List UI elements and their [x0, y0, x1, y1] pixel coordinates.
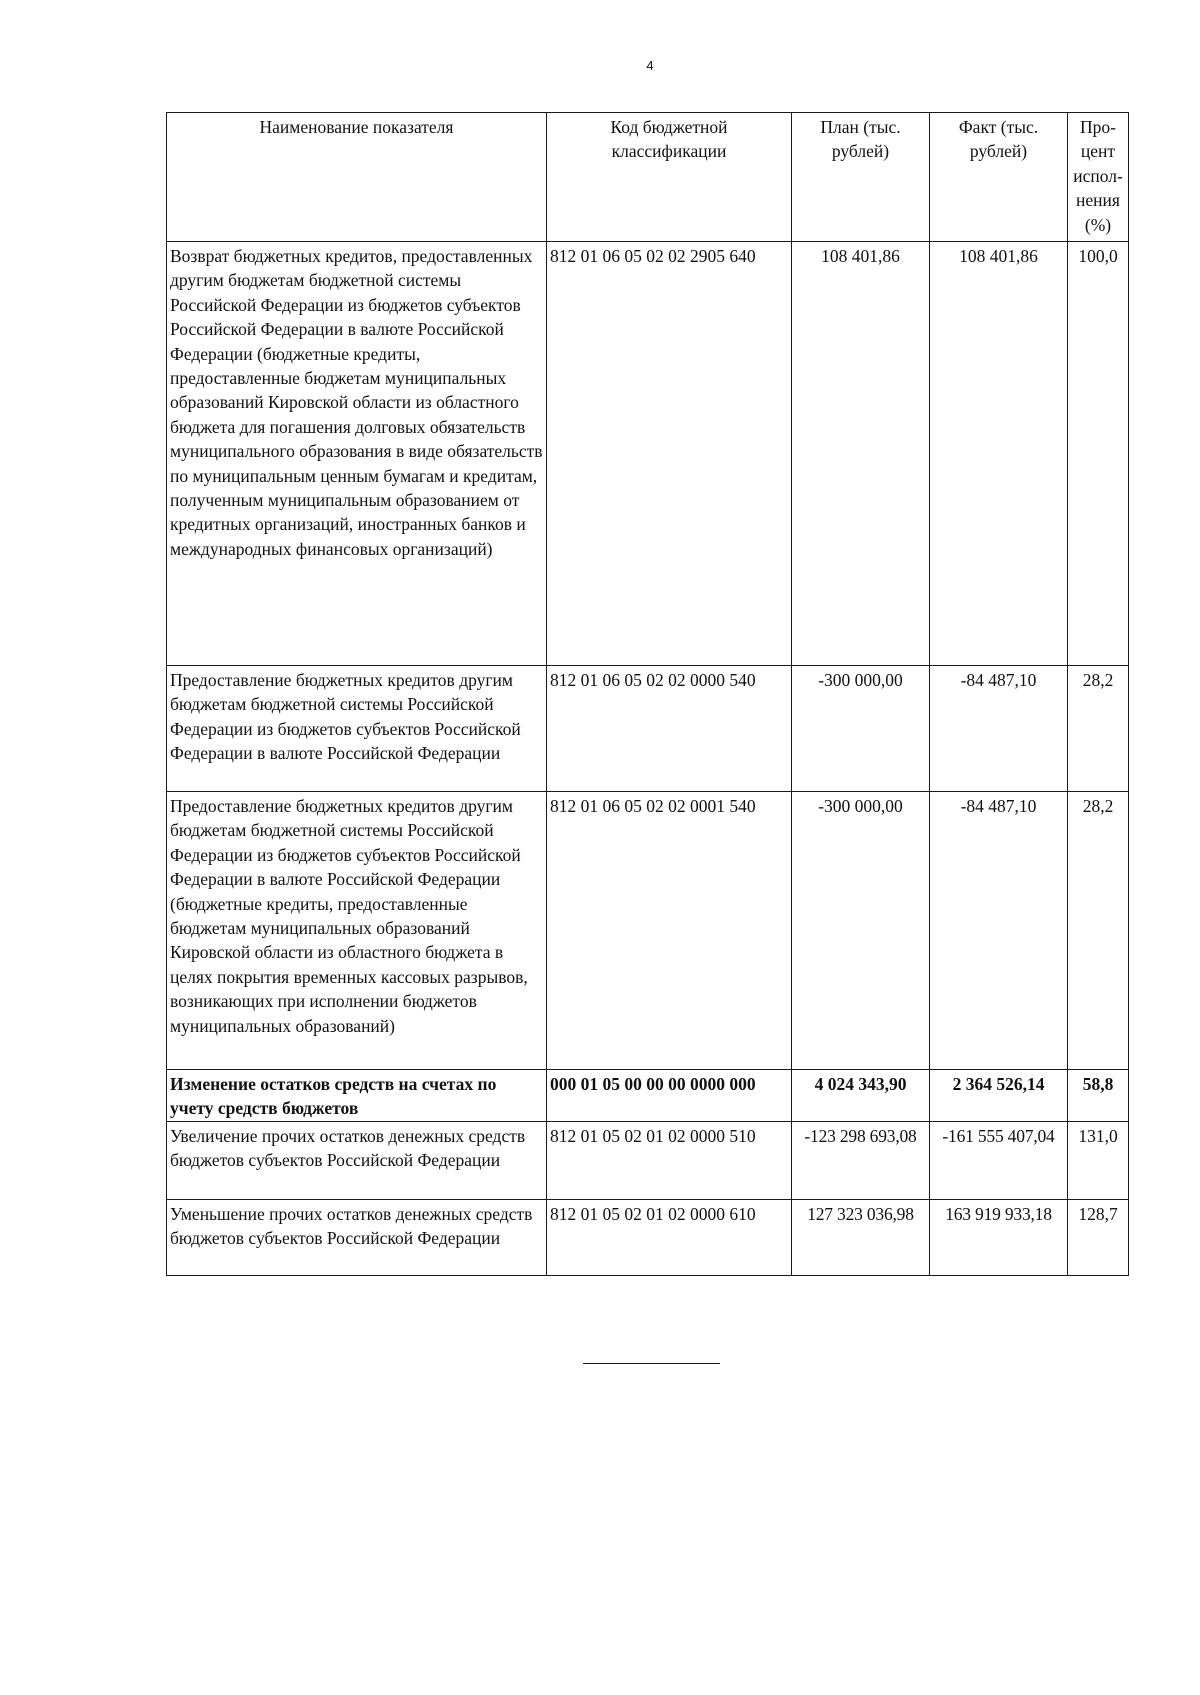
table-row	[167, 666, 1129, 792]
row-plan: 127 323 036,98	[792, 1199, 930, 1275]
table-row-total	[167, 1070, 1129, 1122]
header-name: Наименование показателя	[167, 113, 547, 242]
row-code: 812 01 06 05 02 02 2905 640	[547, 242, 792, 666]
row-percent: 58,8	[1068, 1070, 1129, 1122]
header-percent: Про-цент испол-нения (%)	[1068, 113, 1129, 242]
row-fact: -84 487,10	[930, 666, 1068, 792]
header-code: Код бюджетной классификации	[547, 113, 792, 242]
table-row	[167, 1199, 1129, 1275]
row-fact: 163 919 933,18	[930, 1199, 1068, 1275]
row-code: 812 01 05 02 01 02 0000 610	[547, 1199, 792, 1275]
row-name: Возврат бюджетных кредитов, предоставленных другим бюджетам бюджетной системы Российской Федерации из бюджетов субъектов Российской Федерации в валюте Российской Федерации (бюджетные кредиты, предоставленные бюджетам муниципальных образований Кировской области из областного бюджета для погашения долговых обязательств муниципального образования в виде обязательств по муниципальным ценным бумагам и кредитам, полученным муниципальным образованием от кредитных организаций, иностранных банков и международных финансовых организаций)	[167, 242, 547, 666]
row-name: Изменение остатков средств на счетах по учету средств бюджетов	[167, 1070, 547, 1122]
table-header	[167, 113, 1129, 242]
table-row	[167, 242, 1129, 666]
table-row	[167, 792, 1129, 1070]
row-name: Предоставление бюджетных кредитов другим бюджетам бюджетной системы Российской Федерации из бюджетов субъектов Российской Федерации в валюте Российской Федерации (бюджетные кредиты, предоставленные бюджетам муниципальных образований Кировской области из областного бюджета в целях покрытия временных кассовых разрывов, возникающих при исполнении бюджетов муниципальных образований)	[167, 792, 547, 1070]
row-plan: 4 024 343,90	[792, 1070, 930, 1122]
page-number: 4	[646, 58, 654, 73]
header-plan: План (тыс. рублей)	[792, 113, 930, 242]
row-percent: 131,0	[1068, 1121, 1129, 1199]
row-fact: -161 555 407,04	[930, 1121, 1068, 1199]
row-plan: -300 000,00	[792, 666, 930, 792]
budget-execution-table	[166, 112, 1129, 1276]
row-percent: 28,2	[1068, 792, 1129, 1070]
header-row	[167, 113, 1129, 242]
row-fact: 2 364 526,14	[930, 1070, 1068, 1122]
table-row	[167, 1121, 1129, 1199]
row-percent: 100,0	[1068, 242, 1129, 666]
row-percent: 28,2	[1068, 666, 1129, 792]
row-code: 812 01 05 02 01 02 0000 510	[547, 1121, 792, 1199]
row-code: 812 01 06 05 02 02 0000 540	[547, 666, 792, 792]
row-percent: 128,7	[1068, 1199, 1129, 1275]
row-code: 812 01 06 05 02 02 0001 540	[547, 792, 792, 1070]
end-of-document-rule	[583, 1363, 720, 1364]
table-body	[167, 242, 1129, 1276]
row-name: Увеличение прочих остатков денежных средств бюджетов субъектов Российской Федерации	[167, 1121, 547, 1199]
row-name: Предоставление бюджетных кредитов другим бюджетам бюджетной системы Российской Федерации из бюджетов субъектов Российской Федерации в валюте Российской Федерации	[167, 666, 547, 792]
row-code: 000 01 05 00 00 00 0000 000	[547, 1070, 792, 1122]
row-fact: 108 401,86	[930, 242, 1068, 666]
row-plan: -123 298 693,08	[792, 1121, 930, 1199]
row-name: Уменьшение прочих остатков денежных средств бюджетов субъектов Российской Федерации	[167, 1199, 547, 1275]
row-plan: 108 401,86	[792, 242, 930, 666]
header-fact: Факт (тыс. рублей)	[930, 113, 1068, 242]
row-plan: -300 000,00	[792, 792, 930, 1070]
row-fact: -84 487,10	[930, 792, 1068, 1070]
